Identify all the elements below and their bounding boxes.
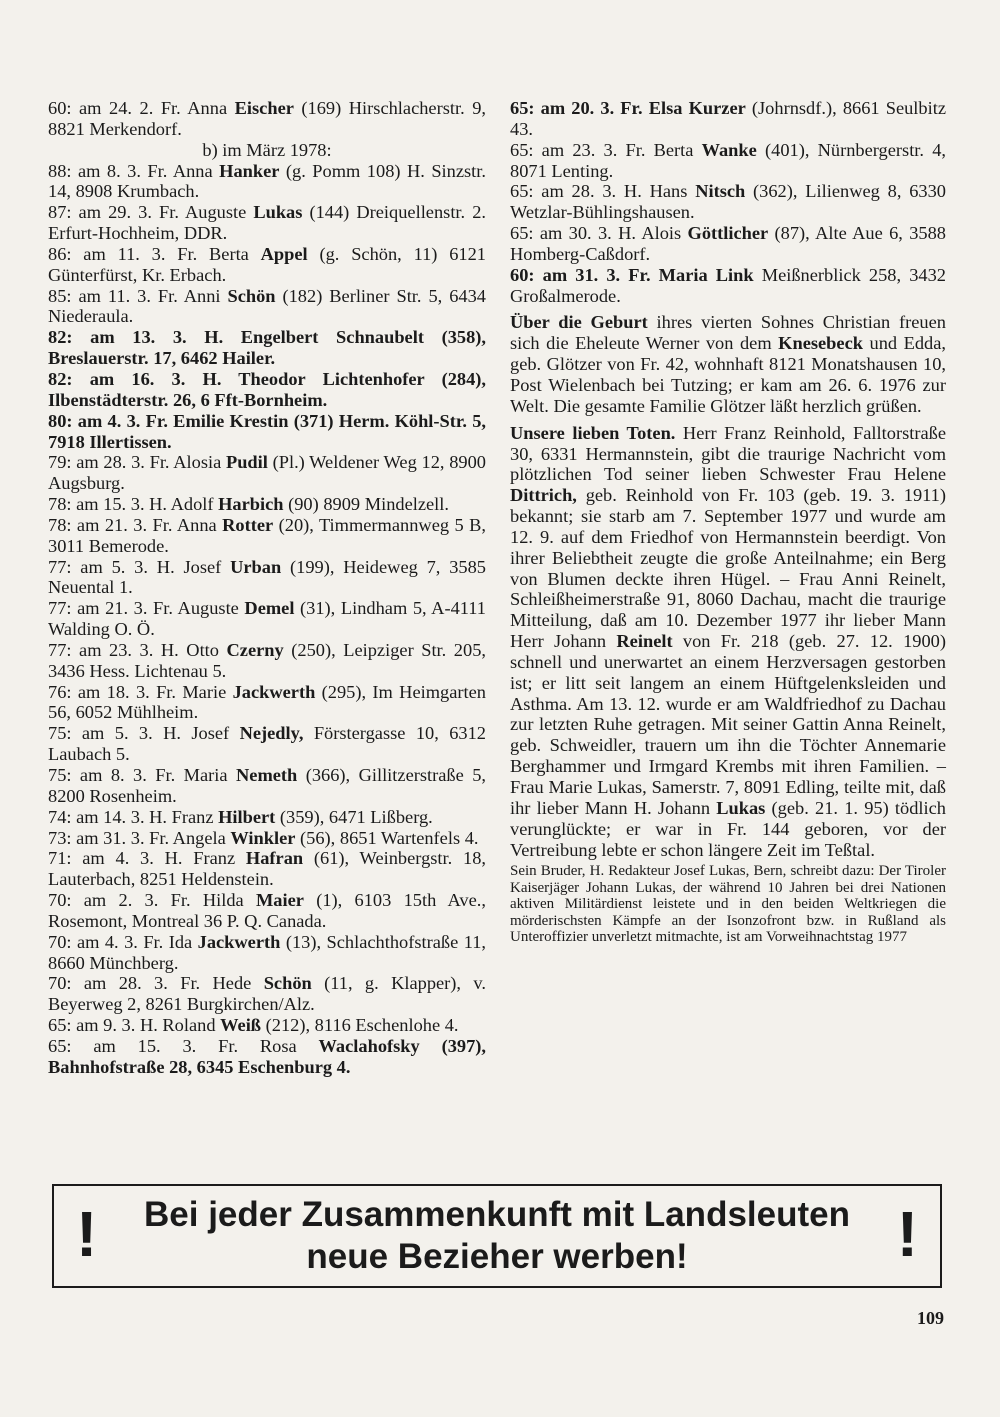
anniversary-entry: 65: am 30. 3. H. Alois Göttlicher (87), Alte Aue 6, 3588 Homberg-Caßdorf. [510,223,946,264]
anniversary-entry: 65: am 9. 3. H. Roland Weiß (212), 8116 Eschenlohe 4. [48,1015,459,1036]
birth-notice: Über die Geburt ihres vierten Sohnes Christian freuen sich die Eheleute Werner von dem Knesebeck und Edda, geb. Glötzer von Fr. 42, wohnhaft 8121 Monatshausen 10, Post Wielenbach bei Tutzing; er kam am 26. 6. 1976 zur Welt. Die gesamte Familie Glötzer läßt herzlich grüßen. [510,312,946,416]
obituary-heading: Unsere lieben Toten. [510,422,676,443]
anniversary-entry: 87: am 29. 3. Fr. Auguste Lukas (144) Dreiquellenstr. 2. Erfurt-Hochheim, DDR. [48,202,486,244]
anniversary-entry: 75: am 8. 3. Fr. Maria Nemeth (366), Gillitzerstraße 5, 8200 Rosenheim. [48,765,486,806]
person-name: Nejedly, [239,723,304,744]
person-name: Eischer [234,98,294,118]
obituary-notice: Unsere lieben Toten. Herr Franz Reinhold, Falltorstraße 30, 6331 Hermannstein, gibt die traurige Nachricht vom plötzlichen Tod seiner lieben Schwester Frau Helene Dittrich, geb. Reinhold von Fr. 103 (geb. 19. 3. 1911) bekannt; sie starb am 7. September 1977 und wurde am 12. 9. auf dem Friedhof von Hermannstein beerdigt. Von ihrer Beliebtheit zeugte die große Anteilnahme; ein Berg von Blumen deckte ihren Hügel. – Frau Anni Reinelt, Schleißheimerstraße 91, 8060 Dachau, macht die traurige Mitteilung, daß am 10. Dezember 1977 ihr lieber Mann Herr Johann Reinelt von Fr. 218 (geb. 27. 12. 1900) schnell und unerwartet an einem Herzversagen gestorben ist; er litt seit langem an einem Hüftgelenksleiden und Asthma. Am 13. 12. wurde er am Waldfriedhof zu Dachau zur letzten Ruhe getragen. Mit seiner Gattin Anna Reinelt, geb. Schweidler, trauern um ihn die Töchter Annemarie Berghammer und Irmgard Krembs mit ihren Familien. – Frau Marie Lukas, Samerstr. 7, 8091 Edling, teilte mit, daß ihr lieber Mann H. Johann Lukas (geb. 21. 1. 95) tödlich verunglückte; er war in Fr. 144 geboren, vor der Vertreibung lebte er schon längere Zeit im Teßtal. [510,422,947,860]
anniversary-entry: 78: am 15. 3. H. Adolf Harbich (90) 8909 Mindelzell. [48,494,449,515]
person-name: Demel [244,598,295,619]
anniversary-entry: 60: am 31. 3. Fr. Maria Link Meißnerblick 258, 3432 Großalmerode. [510,264,946,306]
anniversary-entry: 82: am 13. 3. H. Engelbert Schnaubelt (358), Breslauerstr. 17, 6462 Hailer. [48,327,486,369]
anniversary-entry: 70: am 2. 3. Fr. Hilda Maier (1), 6103 15th Ave., Rosemont, Montreal 36 P. Q. Canada. [48,890,486,931]
exclamation-mark-right: ! [896,1198,918,1270]
anniversary-entry: 86: am 11. 3. Fr. Berta Appel (g. Schön, 11) 6121 Günterfürst, Kr. Erbach. [48,243,486,285]
small-print-note: Sein Bruder, H. Redakteur Josef Lukas, Bern, schreibt dazu: Der Tiroler Kaiserjäger Johann Lukas, der während 10 Jahren bei drei Nationen aktiven Militärdienst leistete und in den beiden Weltkriegen die mörderischsten Kämpfe an der Isonzofront bzw. in Rußland als Unteroffizier unverletzt mitmachte, ist am Vorweihnachtstag 1977 [510,863,946,946]
banner-line-2: neue Bezieher werben! [306,1237,688,1276]
anniversary-entry: 85: am 11. 3. Fr. Anni Schön (182) Berliner Str. 5, 6434 Niederaula. [48,285,486,327]
person-name: Lukas [253,202,303,223]
anniversary-entry: 77: am 23. 3. H. Otto Czerny (250), Leipziger Str. 205, 3436 Hess. Lichtenau 5. [48,639,486,681]
anniversary-entry: 75: am 5. 3. H. Josef Nejedly, Förstergasse 10, 6312 Laubach 5. [48,723,486,765]
person-name: Kurzer [688,98,746,118]
person-name: Lichtenhofer [322,368,425,389]
page-number: 109 [917,1308,944,1328]
anniversary-entry: 88: am 8. 3. Fr. Anna Hanker (g. Pomm 108) H. Sinzstr. 14, 8908 Krumbach. [48,160,486,202]
person-name: Pudil [225,452,268,473]
person-name: Krestin [229,410,289,431]
person-name: Urban [230,556,282,577]
exclamation-mark-left: ! [76,1198,98,1270]
banner-text [114,1194,880,1278]
anniversary-entry: 70: am 28. 3. Fr. Hede Schön (11, g. Klapper), v. Beyerweg 2, 8261 Burgkirchen/Alz. [48,973,486,1015]
section-heading: b) im März 1978: [202,139,332,160]
person-name: Schön [227,285,276,306]
person-name: Harbich [218,494,284,515]
anniversary-list-continued [510,98,946,306]
birth-notice-heading: Über die Geburt [510,312,648,333]
anniversary-entry: 80: am 4. 3. Fr. Emilie Krestin (371) Herm. Köhl-Str. 5, 7918 Illertissen. [48,410,487,452]
person-name: Maier [255,890,304,911]
person-name: Nemeth [236,765,298,785]
person-name: Waclahofsky [318,1035,420,1056]
person-name: Nitsch [695,181,746,202]
anniversary-entry: 73: am 31. 3. Fr. Angela Winkler (56), 8651 Wartenfels 4. [48,827,479,848]
person-name: Jackwerth [232,681,316,702]
subscriber-banner [52,1184,942,1288]
person-name: Weiß [220,1015,262,1036]
person-name: Schön [263,973,312,994]
anniversary-entry: 65: am 23. 3. Fr. Berta Wanke (401), Nürnbergerstr. 4, 8071 Lenting. [510,139,946,181]
anniversary-entry: 78: am 21. 3. Fr. Anna Rotter (20), Timmermannweg 5 B, 3011 Bemerode. [48,514,486,556]
person-name: Czerny [226,639,284,660]
right-column [510,98,946,946]
anniversary-entry: 60: am 24. 2. Fr. Anna Eischer (169) Hirschlacherstr. 9, 8821 Merkendorf. [48,98,487,139]
anniversary-entry: 79: am 28. 3. Fr. Alosia Pudil (Pl.) Weldener Weg 12, 8900 Augsburg. [48,452,486,494]
anniversary-entry: 70: am 4. 3. Fr. Ida Jackwerth (13), Schlachthofstraße 11, 8660 Münchberg. [48,931,486,973]
anniversary-entry: 77: am 21. 3. Fr. Auguste Demel (31), Lindham 5, A-4111 Walding O. Ö. [48,598,486,640]
person-name: Schnaubelt [336,327,424,348]
person-name: Hanker [219,160,280,181]
person-name: Rotter [222,514,274,535]
anniversary-entry: 74: am 14. 3. H. Franz Hilbert (359), 6471 Lißberg. [48,806,433,827]
anniversary-entry: 76: am 18. 3. Fr. Marie Jackwerth (295), Im Heimgarten 56, 6052 Mühlheim. [48,681,486,723]
person-name: Hafran [245,848,304,869]
person-name: Winkler [230,827,296,848]
left-column [48,98,486,1078]
anniversary-entry: 71: am 4. 3. H. Franz Hafran (61), Weinbergstr. 18, Lauterbach, 8251 Heldenstein. [48,848,486,890]
anniversary-entry: 65: am 20. 3. Fr. Elsa Kurzer (Johrnsdf.), 8661 Seulbitz 43. [510,98,946,139]
person-name: Wanke [701,139,757,160]
anniversary-entry: 77: am 5. 3. H. Josef Urban (199), Heideweg 7, 3585 Neuental 1. [48,556,486,598]
anniversary-entry: 82: am 16. 3. H. Theodor Lichtenhofer (284), Ilbenstädterstr. 26, 6 Fft-Bornheim. [48,368,487,410]
person-name: Appel [260,243,308,264]
anniversary-entry: 65: am 28. 3. H. Hans Nitsch (362), Lilienweg 8, 6330 Wetzlar-Bühlingshausen. [510,181,946,223]
person-name: Göttlicher [687,223,769,244]
anniversary-entry: 65: am 15. 3. Fr. Rosa Waclahofsky (397), Bahnhofstraße 28, 6345 Eschenburg 4. [48,1035,486,1077]
banner-line-1: Bei jeder Zusammenkunft mit Landsleuten [144,1195,850,1234]
person-name: Link [715,264,754,285]
person-name: Hilbert [218,806,276,827]
person-name: Jackwerth [197,931,281,952]
